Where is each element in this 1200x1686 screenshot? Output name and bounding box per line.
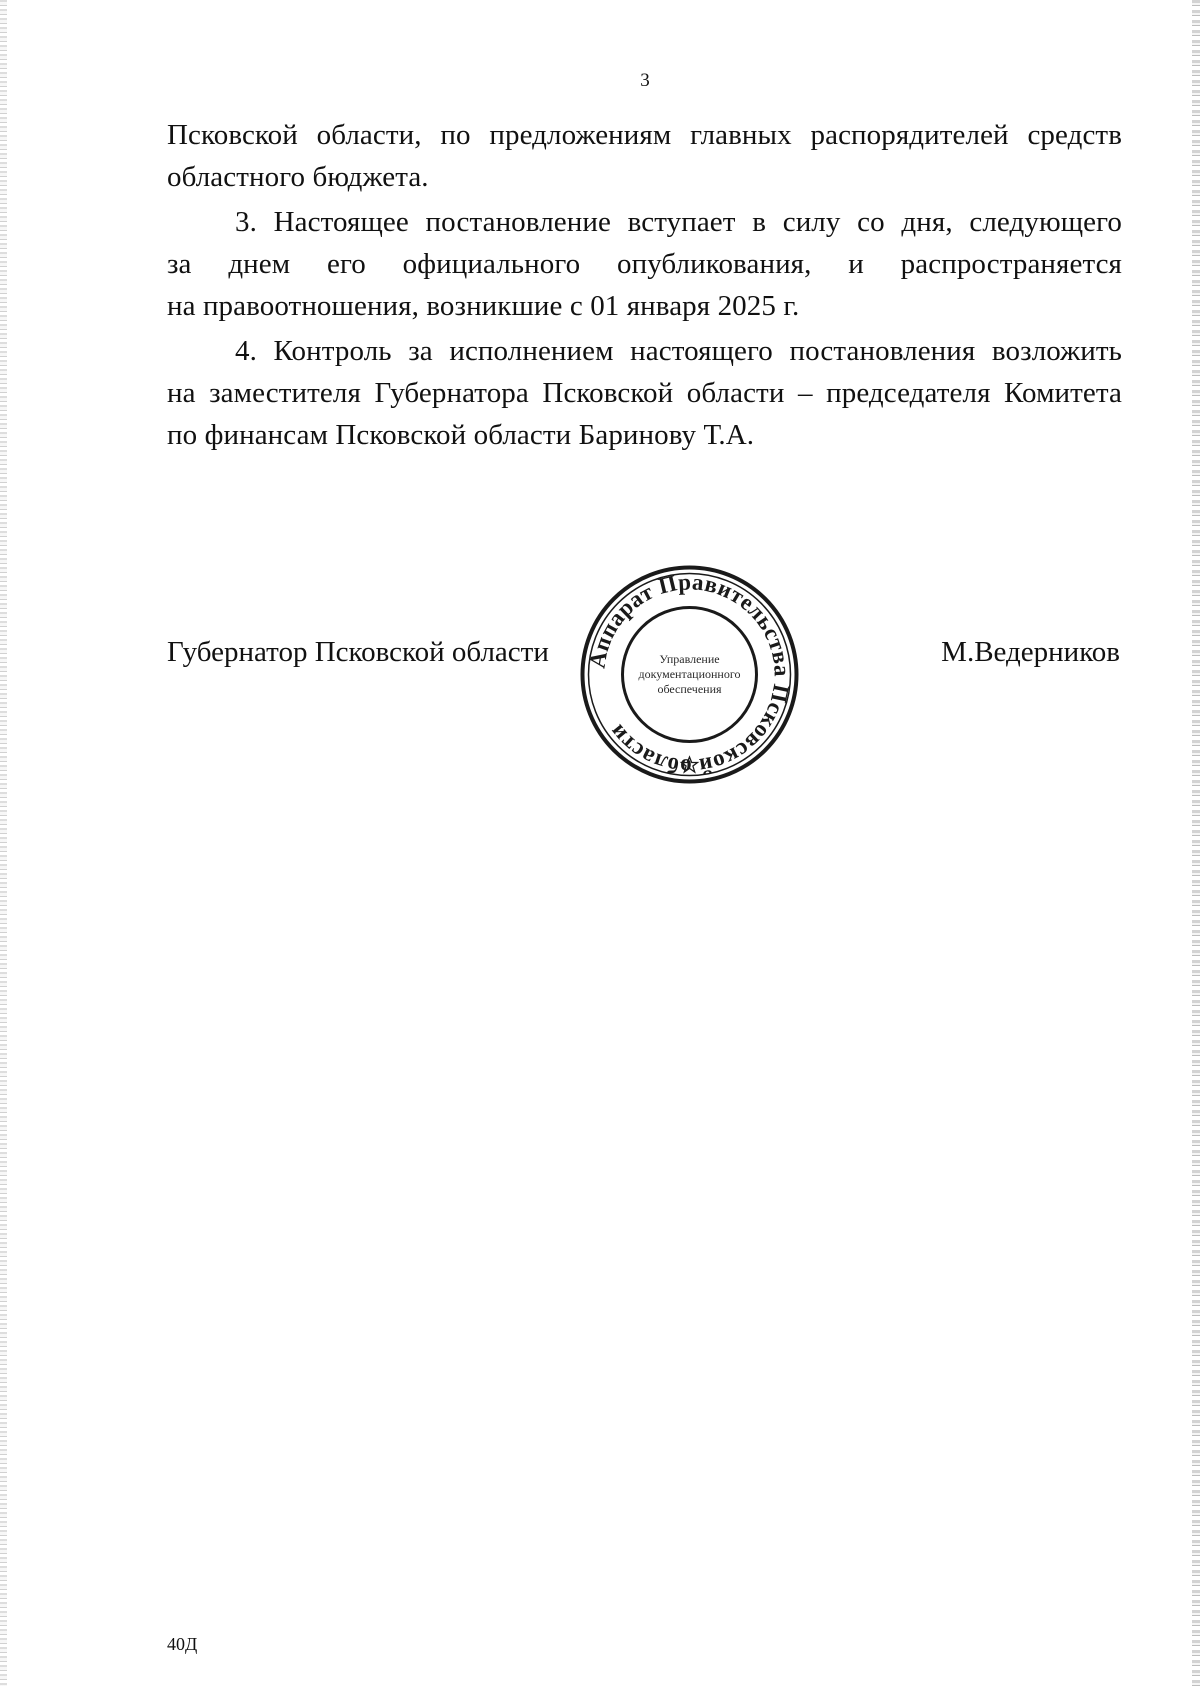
scan-edge-left bbox=[0, 0, 7, 1686]
stamp-outer-text: Аппарат Правительства Псковской области bbox=[584, 569, 795, 780]
stamp-inner-line: Управление bbox=[659, 652, 720, 666]
signature-name: М.Ведерников bbox=[941, 636, 1120, 668]
paragraph-budget-proposals bbox=[167, 114, 1122, 198]
stamp-inner-line: документационного bbox=[638, 667, 741, 681]
paragraph-control bbox=[167, 330, 1122, 456]
official-stamp-seal bbox=[578, 563, 801, 786]
scan-edge-right bbox=[1192, 0, 1200, 1686]
stamp-inner-line: обеспечения bbox=[657, 682, 722, 696]
paragraph-line: 4. Контроль за исполнением настоящего постановления возложить bbox=[235, 335, 1122, 367]
signature-title: Губернатор Псковской области bbox=[167, 636, 549, 668]
paragraph-line: на правоотношения, возникшие с 01 января 2025 г. bbox=[167, 290, 800, 322]
office-code: 40Д bbox=[167, 1634, 198, 1654]
paragraph-line: за днем его официального опубликования, и распространяется bbox=[167, 248, 1122, 280]
paragraph-line: на заместителя Губернатора Псковской области – председателя Комитета bbox=[167, 377, 1122, 409]
paragraph-line: Псковской области, по предложениям главных распорядителей средств bbox=[167, 119, 1122, 151]
paragraph-line: по финансам Псковской области Баринову Т.А. bbox=[167, 419, 755, 451]
paragraph-line: областного бюджета. bbox=[167, 161, 429, 193]
paragraph-line: 3. Настоящее постановление вступает в силу со дня, следующего bbox=[235, 206, 1122, 238]
paragraph-effective-date bbox=[167, 201, 1122, 327]
page-number: 3 bbox=[640, 70, 650, 91]
